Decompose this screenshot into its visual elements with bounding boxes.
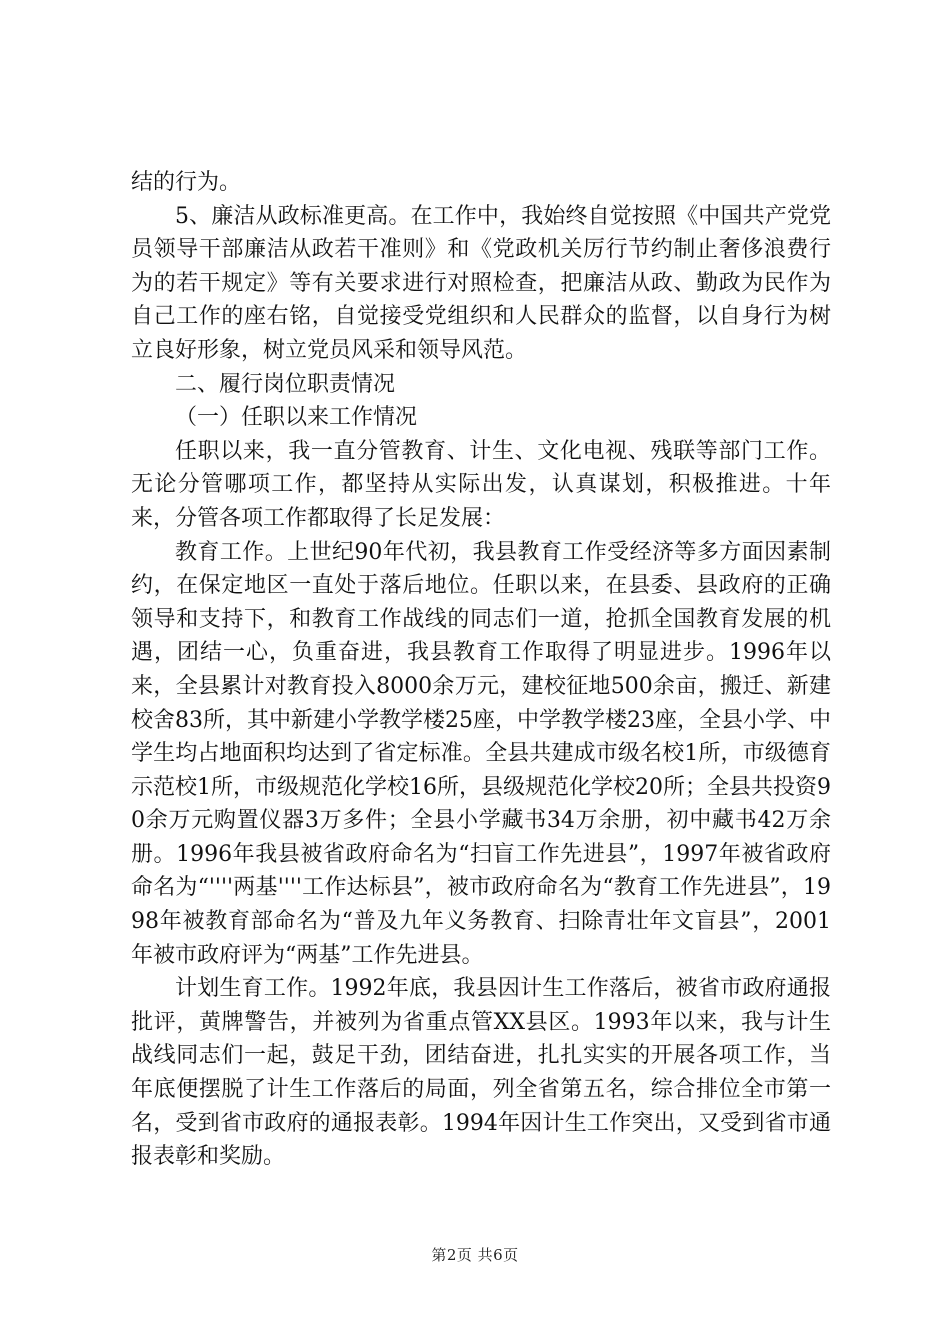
subsection-heading-work: （一）任职以来工作情况	[175, 405, 418, 431]
paragraph-continuation: 结的行为。	[131, 170, 242, 195]
paragraph-overview: 任职以来，我一直分管教育、计生、文化电视、残联等部门工作。无论分管哪项工作，都坚持从实际出发，认真谋划，积极推进。十年来，分管各项工作都取得了长足发展：	[131, 438, 831, 531]
document-body	[131, 166, 831, 1174]
paragraph-education: 教育工作。上世纪90年代初，我县教育工作受经济等多方面因素制约，在保定地区一直处于落后地位。任职以来，在县委、县政府的正确领导和支持下，和教育工作战线的同志们一道，抢抓全国教育发展的机遇，团结一心，负重奋进，我县教育工作取得了明显进步。1996年以来，全县累计对教育投入8000余万元，建校征地500余亩，搬迁、新建校舍83所，其中新建小学教学楼25座，中学教学楼23座，全县小学、中学生均占地面积均达到了省定标准。全县共建成市级名校1所，市级德育示范校1所，市级规范化学校16所，县级规范化学校20所；全县共投资90余万元购置仪器3万多件；全县小学藏书34万余册，初中藏书42万余册。1996年我县被省政府命名为“扫盲工作先进县”，1997年被省政府命名为“''''两基''''工作达标县”，被市政府命名为“教育工作先进县”，1998年被教育部命名为“普及九年义务教育、扫除青壮年文盲县”，2001年被市政府评为“两基”工作先进县。	[131, 539, 831, 968]
paragraph-integrity: 5、廉洁从政标准更高。在工作中，我始终自觉按照《中国共产党党员领导干部廉洁从政若干准则》和《党政机关厉行节约制止奢侈浪费行为的若干规定》等有关要求进行对照检查，把廉洁从政、勤政为民作为自己工作的座右铭，自觉接受党组织和人民群众的监督，以自身行为树立良好形象，树立党员风采和领导风范。	[131, 203, 831, 363]
paragraph-family-planning: 计划生育工作。1992年底，我县因计生工作落后，被省市政府通报批评，黄牌警告，并被列为省重点管XX县区。1993年以来，我与计生战线同志们一起，鼓足干劲，团结奋进，扎扎实实的开展各项工作，当年底便摆脱了计生工作落后的局面，列全省第五名，综合排位全市第一名，受到省市政府的通报表彰。1994年因计生工作突出，又受到省市通报表彰和奖励。	[131, 976, 831, 1170]
page-number-footer: 第2页 共6页	[431, 1246, 519, 1264]
section-heading-duties: 二、履行岗位职责情况	[175, 371, 396, 397]
